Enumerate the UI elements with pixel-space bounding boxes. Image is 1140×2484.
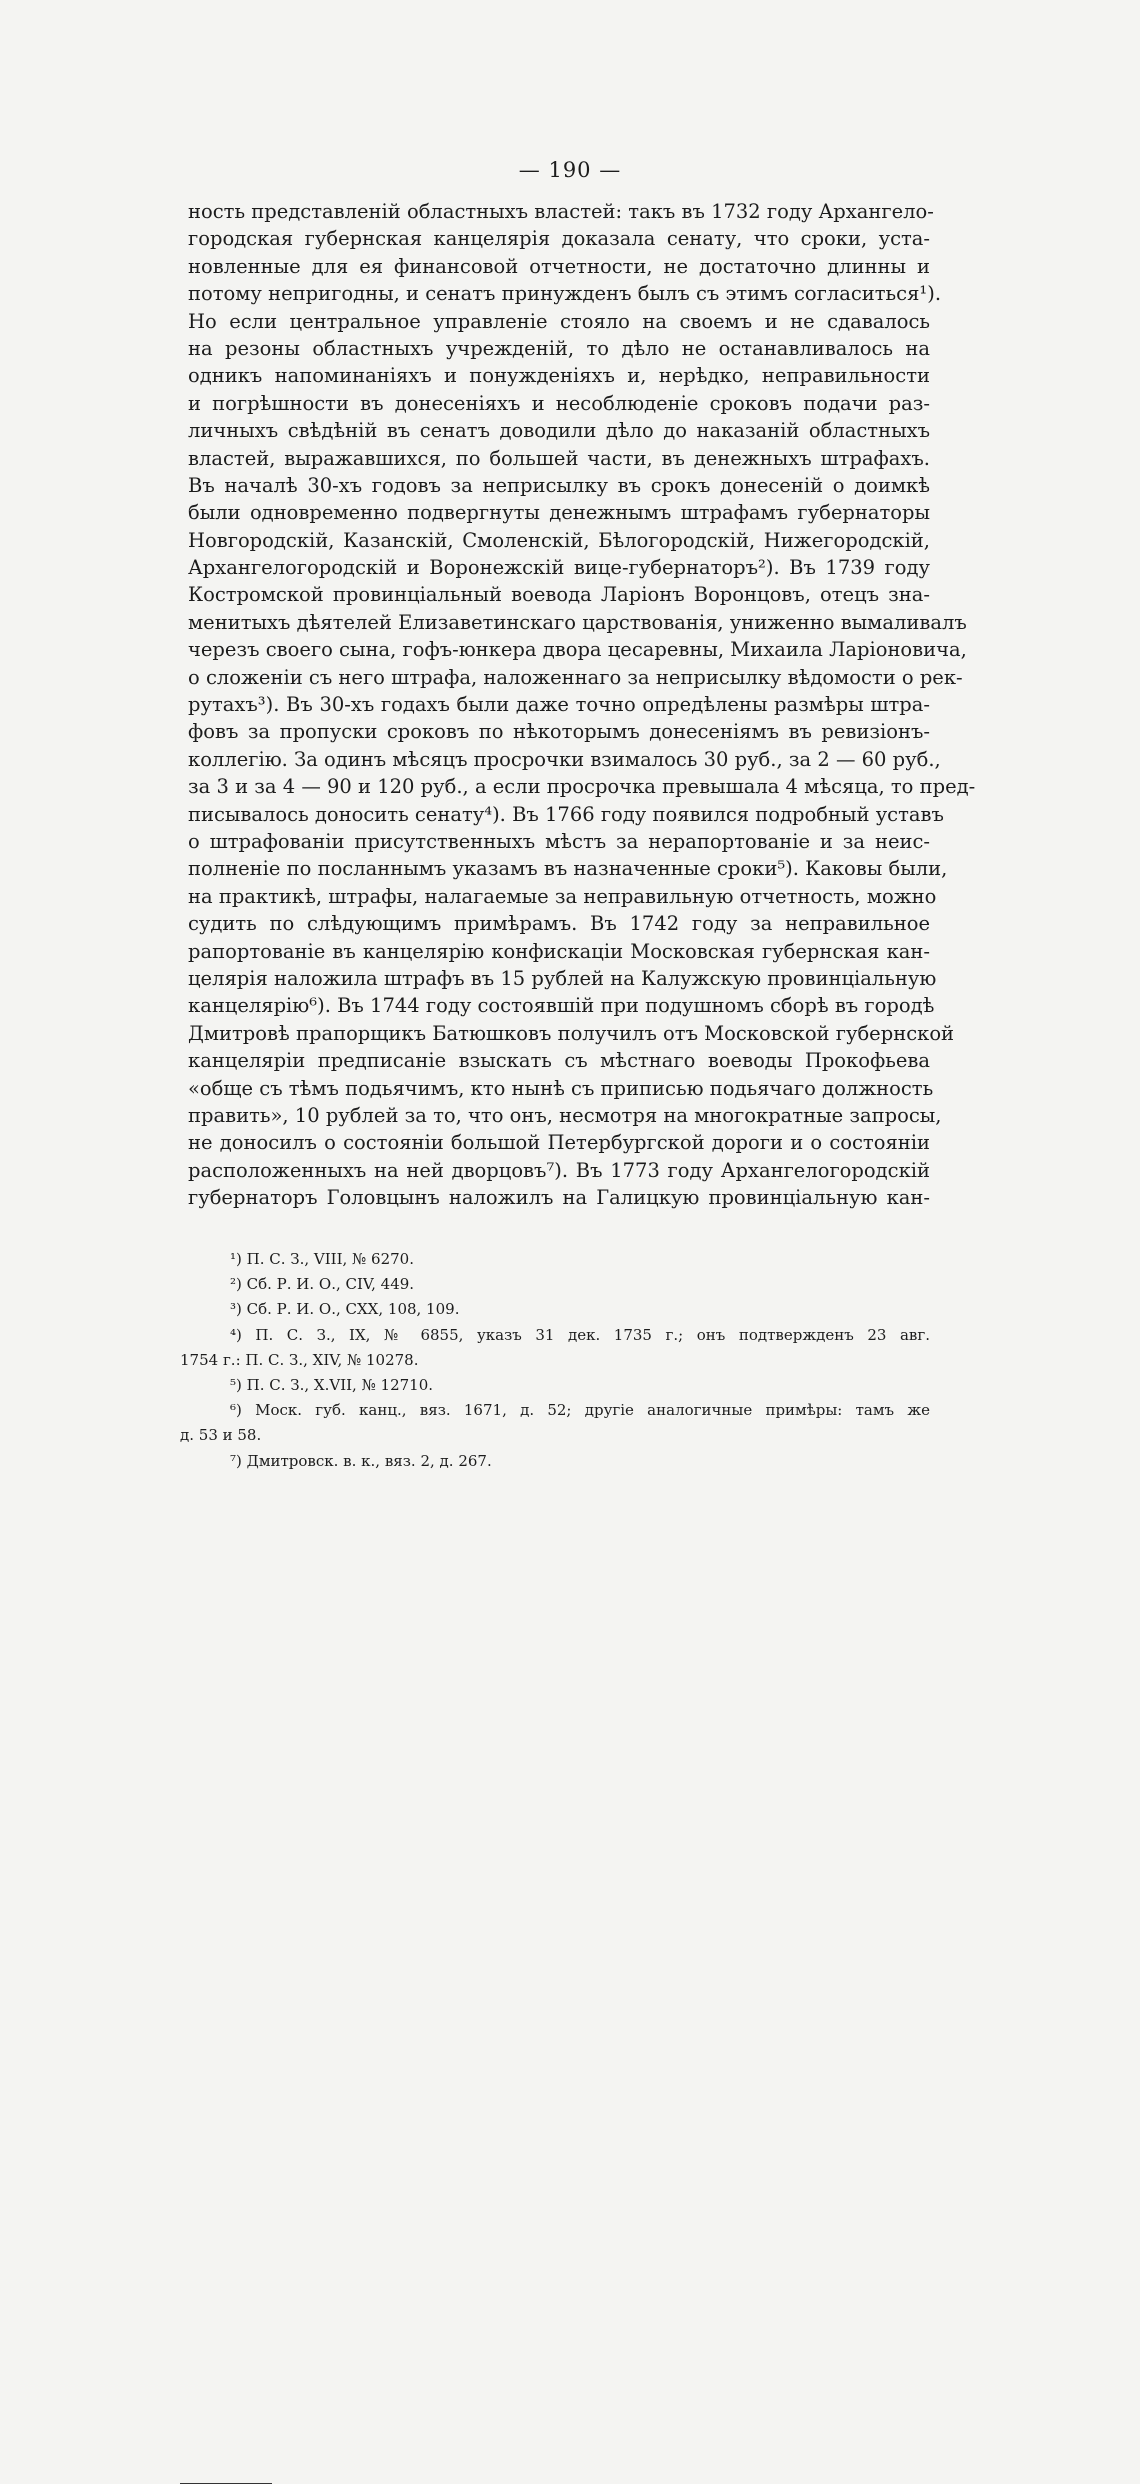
text-line: и погрѣшности въ донесеніяхъ и несоблюденіе сроковъ подачи раз- [188, 391, 930, 415]
text-line: на резоны областныхъ учрежденій, то дѣло не останавливалось на [188, 336, 930, 360]
text-line: властей, выражавшихся, по большей части, въ денежныхъ штрафахъ. [188, 446, 930, 470]
text-line: губернаторъ Головцынъ наложилъ на Галицкую провинціальную кан- [188, 1186, 930, 1210]
page-number: — 190 — [518, 158, 622, 182]
text-line: писывалось доносить сенату⁴). Въ 1766 году появился подробный уставъ [188, 802, 944, 826]
text-line: Новгородскій, Казанскій, Смоленскій, Бѣлогородскій, Нижегородскій, [188, 528, 930, 552]
text-line: о сложеніи съ него штрафа, наложеннаго за неприсылку вѣдомости о рек- [188, 665, 963, 689]
text-line: Костромской провинціальный воевода Ларіонъ Воронцовъ, отецъ зна- [188, 583, 930, 607]
text-line: одникъ напоминаніяхъ и понужденіяхъ и, нерѣдко, неправильности [188, 364, 930, 388]
text-line: личныхъ свѣдѣній въ сенатъ доводили дѣло до наказаній областныхъ [188, 419, 930, 443]
footnote-2: ²) Сб. Р. И. О., CIV, 449. [230, 1275, 415, 1294]
text-line: судить по слѣдующимъ примѣрамъ. Въ 1742 году за неправильное [188, 912, 930, 936]
text-line: расположенныхъ на ней дворцовъ⁷). Въ 1773 году Архангелогородскій [188, 1158, 930, 1182]
text-line: Но если центральное управленіе стояло на своемъ и не сдавалось [188, 309, 930, 333]
footnote-5: ⁵) П. С. З., X.VII, № 12710. [230, 1375, 434, 1394]
text-line: были одновременно подвергнуты денежнымъ штрафамъ губернаторы [188, 501, 930, 525]
footnotes [180, 1247, 930, 1474]
body-text [188, 198, 976, 1211]
text-line: канцелярію⁶). Въ 1744 году состоявшій при подушномъ сборѣ въ городѣ [188, 994, 935, 1018]
text-line: потому непригодны, и сенатъ принужденъ былъ съ этимъ согласиться¹). [188, 282, 942, 306]
text-line: фовъ за пропуски сроковъ по нѣкоторымъ донесеніямъ въ ревизіонъ- [188, 720, 930, 744]
text-line: коллегію. За одинъ мѣсяцъ просрочки взималось 30 руб., за 2 — 60 руб., [188, 747, 941, 771]
text-line: канцеляріи предписаніе взыскать съ мѣстнаго воеводы Прокофьева [188, 1049, 930, 1073]
text-line: Архангелогородскій и Воронежскій вице-губернаторъ²). Въ 1739 году [188, 556, 930, 580]
footnote-7: ⁷) Дмитровск. в. к., вяз. 2, д. 267. [230, 1451, 492, 1470]
text-line: не доносилъ о состояніи большой Петербургской дороги и о состояніи [188, 1131, 930, 1155]
text-line: Въ началѣ 30-хъ годовъ за неприсылку въ срокъ донесеній о доимкѣ [188, 473, 930, 497]
text-line: городская губернская канцелярія доказала сенату, что сроки, уста- [188, 227, 930, 251]
text-line: рапортованіе въ канцелярію конфискаціи Московская губернская кан- [188, 939, 930, 963]
text-line: новленные для ея финансовой отчетности, не достаточно длинны и [188, 254, 930, 278]
footnote-3: ³) Сб. Р. И. О., CXX, 108, 109. [230, 1300, 460, 1319]
footnote-4-continued: 1754 г.: П. С. З., XIV, № 10278. [180, 1350, 419, 1369]
text-line: о штрафованіи присутственныхъ мѣстъ за нерапортованіе и за неис- [188, 829, 930, 853]
text-line: менитыхъ дѣятелей Елизаветинскаго царствованія, униженно вымаливалъ [188, 610, 967, 634]
text-line: ность представленій областныхъ властей: такъ въ 1732 году Архангело- [188, 200, 934, 223]
footnote-6: ⁶) Моск. губ. канц., вяз. 1671, д. 52; другіе аналогичные примѣры: тамъ же [230, 1401, 930, 1420]
text-line: черезъ своего сына, гофъ-юнкера двора цесаревны, Михаила Ларіоновича, [188, 638, 967, 662]
text-line: Дмитровѣ прапорщикъ Батюшковъ получилъ отъ Московской губернской [188, 1021, 955, 1045]
footnote-6-continued: д. 53 и 58. [180, 1426, 262, 1445]
text-line: на практикѣ, штрафы, налагаемые за неправильную отчетность, можно [188, 884, 937, 908]
text-line: «обще съ тѣмъ подьячимъ, кто нынѣ съ приписью подьячаго должность [188, 1076, 934, 1100]
text-line: полненіе по посланнымъ указамъ въ назначенные сроки⁵). Каковы были, [188, 857, 948, 881]
footnote-4: ⁴) П. С. З., IX, № 6855, указъ 31 дек. 1735 г.; онъ подтвержденъ 23 авг. [230, 1325, 930, 1344]
text-line: править», 10 рублей за то, что онъ, несмотря на многократные запросы, [188, 1103, 942, 1127]
text-line: за 3 и за 4 — 90 и 120 руб., а если просрочка превышала 4 мѣсяца, то пред- [188, 775, 976, 799]
text-line: рутахъ³). Въ 30-хъ годахъ были даже точно опредѣлены размѣры штра- [188, 693, 930, 717]
footnote-1: ¹) П. С. З., VIII, № 6270. [230, 1250, 414, 1268]
text-line: целярія наложила штрафъ въ 15 рублей на Калужскую провинціальную [188, 966, 937, 990]
